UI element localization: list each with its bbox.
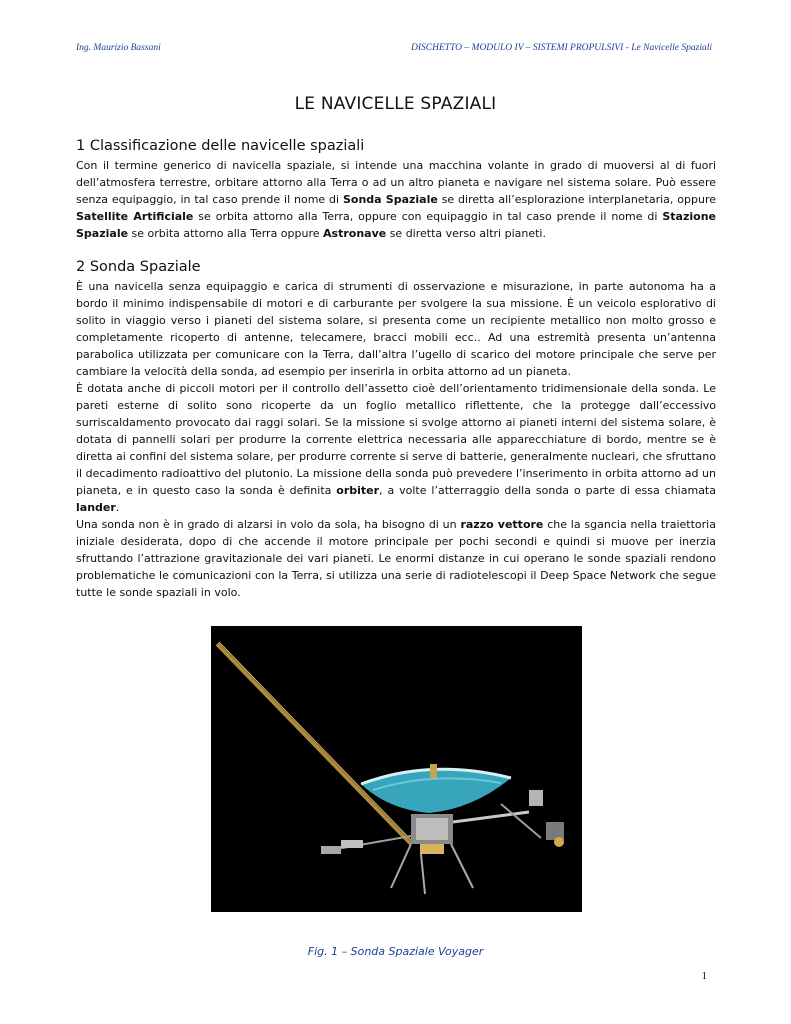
section-classificazione — [76, 138, 716, 242]
voyager-probe-illustration — [211, 626, 582, 912]
page-number: 1 — [701, 970, 707, 982]
figure-caption: Fig. 1 – Sonda Spaziale Voyager — [307, 945, 484, 958]
paragraph: È una navicella senza equipaggio e carica di strumenti di osservazione e misurazione, in parte autonoma ha a bordo il minimo indispensabile di motori e di carburante per svolgere la sua missione. È un veicolo esplorativo di solito in viaggio verso i pianeti del sistema solare, si presenta come un recipiente metallico non molto grosso e completamente ricoperto di antenne, telecamere, bracci mobili ecc.. Ad una estremità presenta un’antenna parabolica utilizzata per comunicare con la Terra, dall’altra l’ugello di scarico del motore principale che serve per cambiare la velocità della sonda, ad esempio per inserirla in orbita attorno ad un pianeta. — [76, 280, 716, 378]
voyager-image — [211, 626, 582, 912]
section-heading: 1 Classificazione delle navicelle spaziali — [76, 138, 365, 154]
paragraph: È dotata anche di piccoli motori per il controllo dell’assetto cioè dell’orientamento tridimensionale della sonda. Le pareti esterne di solito sono ricoperte da un foglio metallico riflettente, che la protegge dall’eccessivo surriscaldamento provocato dai raggi solari. Se la missione si svolge attorno ai pianeti interni del sistema solare, è dotata di pannelli solari per produrre la corrente elettrica necessaria alle apparecchiature di bordo, mentre se è diretta ai confini del sistema solare, per produrre corrente si serve di batterie, generalmente nucleari, che sfruttano il decadimento radioattivo del plutonio. La missione della sonda può prevedere l’inserimento in orbita attorno ad un pianeta, e in questo caso la sonda è definita orbiter, a volte l’atterraggio della sonda o parte di essa chiamata lander. — [76, 382, 716, 514]
paragraph: Una sonda non è in grado di alzarsi in volo da sola, ha bisogno di un razzo vettore che la sgancia nella traiettoria iniziale desiderata, dopo di che accende il motore principale per pochi secondi e quindi si muove per inerzia sfruttando l’attrazione gravitazionale dei vari pianeti. Le enormi distanze in cui operano le sonde spaziali rendono problematiche le comunicazioni con la Terra, si utilizza una serie di radiotelescopi il Deep Space Network che segue tutte le sonde spaziali in volo. — [76, 518, 716, 599]
section-heading: 2 Sonda Spaziale — [76, 259, 201, 275]
paragraph: Con il termine generico di navicella spaziale, si intende una macchina volante in grado di muoversi al di fuori dell’atmosfera terrestre, orbitare attorno alla Terra o ad un altro pianeta e navigare nel sistema solare. Può essere senza equipaggio, in tal caso prende il nome di Sonda Spaziale se diretta all’esplorazione interplanetaria, oppure Satellite Artificiale se orbita attorno alla Terra, oppure con equipaggio in tal caso prende il nome di Stazione Spaziale se orbita attorno alla Terra oppure Astronave se diretta verso altri pianeti. — [76, 159, 716, 240]
document-title: LE NAVICELLE SPAZIALI — [294, 94, 497, 114]
header-author: Ing. Maurizio Bassani — [76, 43, 161, 53]
section-sonda-spaziale — [76, 259, 716, 601]
header-module: DISCHETTO – MODULO IV – SISTEMI PROPULSIVI - Le Navicelle Spaziali — [411, 43, 712, 53]
